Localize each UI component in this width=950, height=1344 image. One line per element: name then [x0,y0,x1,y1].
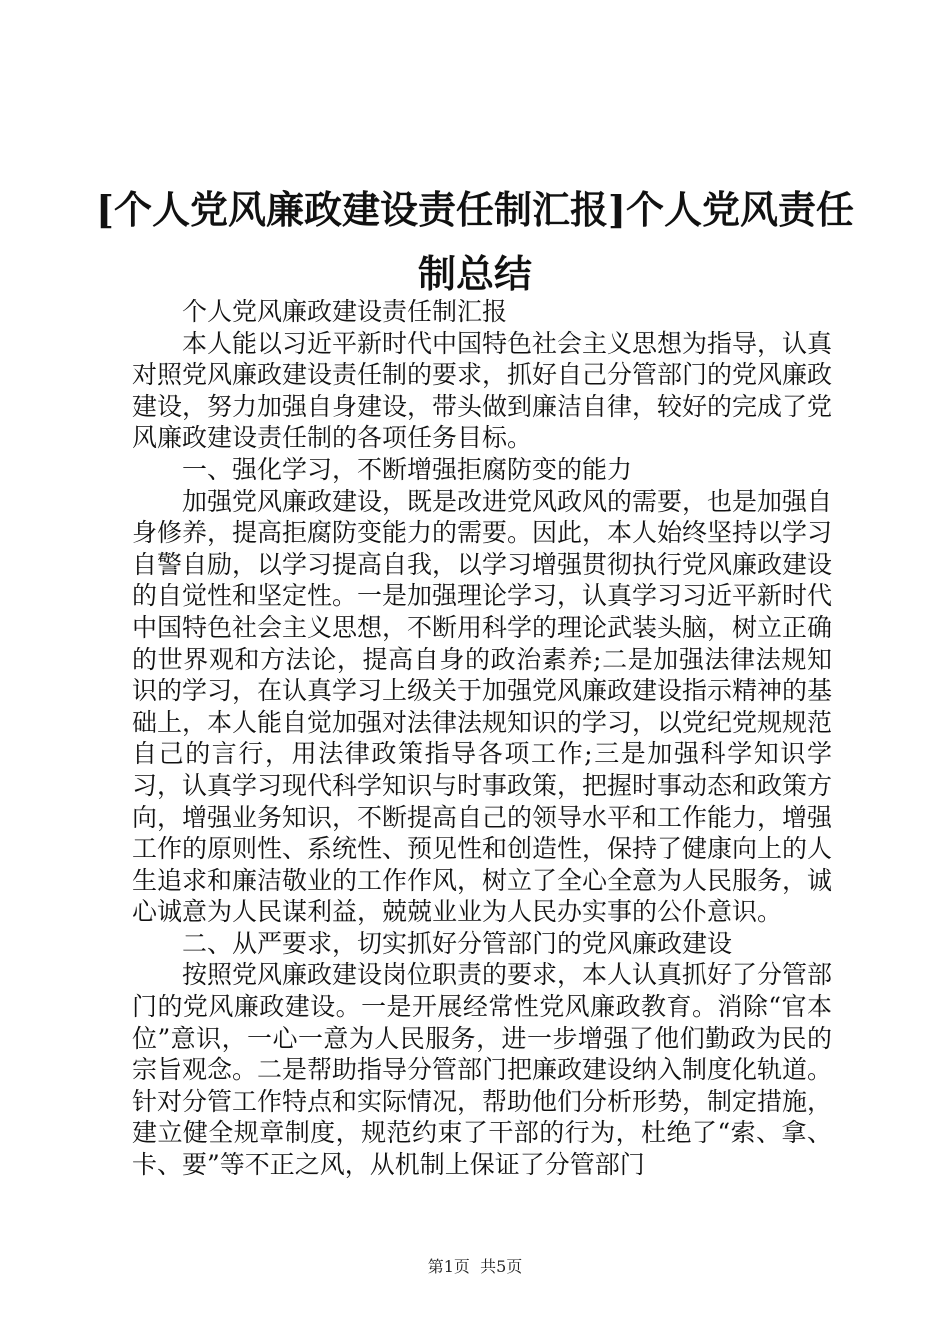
page-footer [0,1257,950,1277]
section-heading: 一、强化学习，不断增强拒腐防变的能力 [182,454,633,484]
body-paragraph: 按照党风廉政建设岗位职责的要求，本人认真抓好了分管部门的党风廉政建设。一是开展经常性党风廉政教育。消除“官本位”意识，一心一意为人民服务，进一步增强了他们勤政为民的宗旨观念。二是帮助指导分管部门把廉政建设纳入制度化轨道。针对分管工作特点和实际情况，帮助他们分析形势，制定措施，建立健全规章制度，规范约束了干部的行为，杜绝了“索、拿、卡、要”等不正之风，从机制上保证了分管部门 [132,960,833,1180]
body-paragraph: 加强党风廉政建设，既是改进党风政风的需要，也是加强自身修养，提高拒腐防变能力的需要。因此，本人始终坚持以学习自警自励，以学习提高自我，以学习增强贯彻执行党风廉政建设的自觉性和坚定性。一是加强理论学习，认真学习习近平新时代中国特色社会主义思想，不断用科学的理论武装头脑，树立正确的世界观和方法论，提高自身的政治素养;二是加强法律法规知识的学习，在认真学习上级关于加强党风廉政建设指示精神的基础上，本人能自觉加强对法律法规知识的学习，以党纪党规规范自己的言行，用法律政策指导各项工作;三是加强科学知识学习，认真学习现代科学知识与时事政策，把握时事动态和政策方向，增强业务知识，不断提高自己的领导水平和工作能力，增强工作的原则性、系统性、预见性和创造性，保持了健康向上的人生追求和廉洁敬业的工作作风，树立了全心全意为人民服务，诚心诚意为人民谋利益，兢兢业业为人民办实事的公仆意识。 [132,486,833,927]
document-title: [个人党风廉政建设责任制汇报]个人党风责任制总结 [96,187,854,296]
document-body [132,296,832,1181]
section-heading: 二、从严要求，切实抓好分管部门的党风廉政建设 [182,928,733,958]
page-number: 第1页 [427,1257,470,1276]
page-total: 共5页 [480,1257,523,1276]
section-heading: 个人党风廉政建设责任制汇报 [182,297,508,326]
body-paragraph: 本人能以习近平新时代中国特色社会主义思想为指导，认真对照党风廉政建设责任制的要求，抓好自己分管部门的党风廉政建设，努力加强自身建设，带头做到廉洁自律，较好的完成了党风廉政建设责任制的各项任务目标。 [132,328,833,453]
